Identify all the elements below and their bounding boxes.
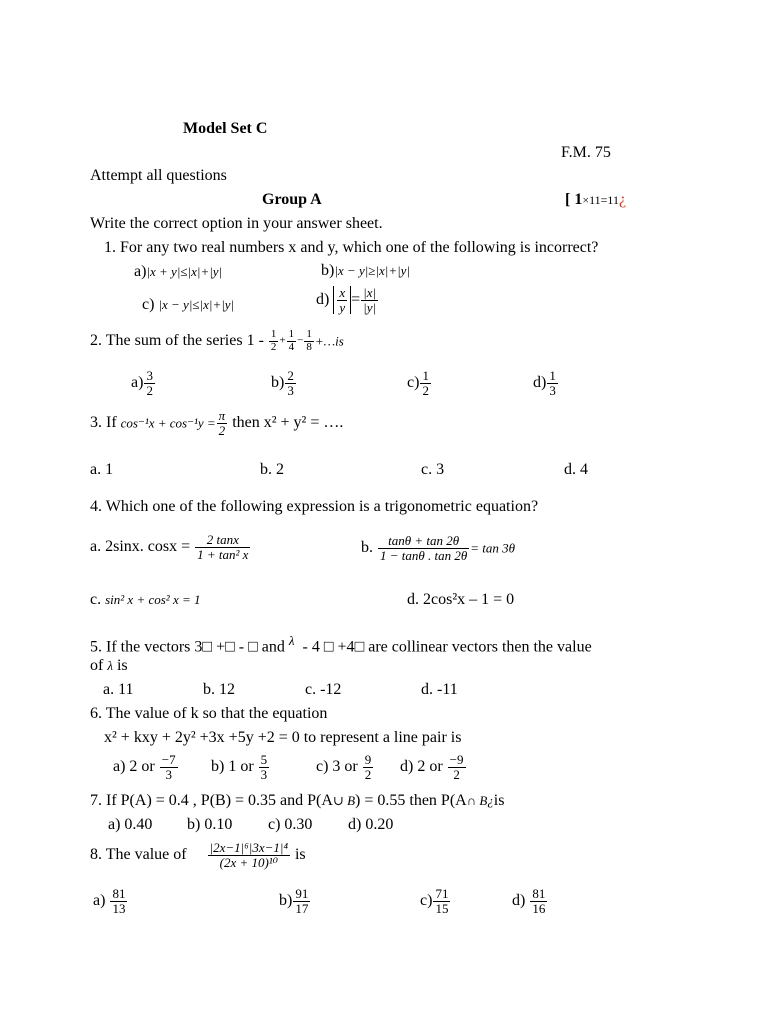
q3-two: 2: [218, 422, 226, 438]
q1-d-frac-left: [337, 286, 347, 314]
q2-t2-num: 1: [288, 328, 295, 340]
q2-option-c: [407, 369, 432, 397]
q2-option-a: [131, 369, 156, 397]
q1-d-left-den: y: [339, 299, 346, 315]
q2-a-num: 3: [146, 368, 153, 383]
full-marks: F.M. 75: [561, 144, 611, 161]
question-5-line-1: [90, 634, 592, 655]
q4-option-d: d. 2cos²x – 1 = 0: [407, 591, 515, 608]
question-6-line-1: 6. The value of k so that the equation: [90, 705, 328, 722]
q2-option-b: [271, 369, 297, 397]
q7-cap: ∩ B¿: [466, 793, 494, 808]
q2-c-label: c): [407, 374, 420, 392]
missing-glyph-icon: □: [225, 638, 235, 656]
marks-one: 1: [574, 191, 583, 208]
q6-b-label: b) 1 or: [211, 758, 254, 776]
q6-d-num: −9: [449, 752, 464, 767]
q7-option-d: d) 0.20: [348, 816, 394, 833]
q7-stem-c: is: [493, 792, 505, 809]
q5-option-d: d. -11: [421, 681, 458, 698]
question-3-stem: [90, 409, 343, 437]
q1-a-expr: |x + y|≤|x|+|y|: [146, 264, 223, 279]
q8-frac: [208, 841, 290, 869]
q5-l1-g: are collinear vectors then the value: [368, 638, 592, 656]
q4-option-b: [361, 534, 515, 562]
q5-lambda-2: λ: [107, 658, 113, 673]
q2-a-frac: [144, 369, 155, 397]
q8-tail: is: [294, 846, 306, 864]
q2-term-1: [269, 329, 279, 353]
q8-c-label: c): [420, 892, 433, 910]
q2-tail: +…is: [314, 333, 344, 349]
q7-option-b: b) 0.10: [187, 816, 233, 833]
q8-a-den: 13: [112, 900, 126, 916]
q5-option-c: c. -12: [305, 681, 342, 698]
q2-a-den: 2: [146, 382, 153, 398]
q3-expr: cos⁻¹x + cos⁻¹y =: [120, 415, 216, 431]
marks-bracket: [: [565, 191, 571, 208]
q7-option-a: a) 0.40: [108, 816, 153, 833]
q2-minus: −: [297, 334, 304, 347]
q2-term-3: [304, 329, 314, 353]
q3-suffix: then x² + y² = ….: [232, 414, 344, 432]
q6-option-b: [211, 753, 270, 781]
q5-l1-e: - 4: [302, 638, 320, 656]
missing-glyph-icon: □: [323, 638, 334, 656]
missing-glyph-icon: □: [248, 638, 258, 656]
q7-cup: ∪ B: [332, 793, 356, 808]
q8-num: |2x−1|⁶|3x−1|⁴: [209, 840, 288, 855]
q3-option-d: d. 4: [564, 461, 588, 478]
marks-close: ¿: [618, 191, 627, 208]
q8-b-label: b): [279, 892, 293, 910]
q2-plus: +: [279, 334, 286, 347]
q2-stem-text: 2. The sum of the series 1 -: [90, 332, 264, 350]
q5-l1-c: -: [238, 638, 245, 656]
question-6-line-2: x² + kxy + 2y² +3x +5y +2 = 0 to represent a line pair is: [104, 729, 462, 746]
q3-option-b: b. 2: [260, 461, 284, 478]
q6-option-d: [400, 753, 467, 781]
write-note: Write the correct option in your answer sheet.: [90, 215, 383, 232]
q4-b-label: b.: [361, 539, 373, 557]
q1-d-right-den: |y|: [363, 299, 377, 315]
q3-pi: π: [218, 408, 226, 423]
question-8-stem: [90, 841, 306, 869]
q8-c-den: 15: [435, 900, 449, 916]
q1-option-a: [134, 264, 222, 280]
question-4-stem: 4. Which one of the following expression is a trigonometric equation?: [90, 498, 539, 515]
q2-t3-den: 8: [306, 340, 312, 353]
q5-lambda-1: λ: [288, 633, 295, 648]
q6-d-label: d) 2 or: [400, 758, 443, 776]
q4-option-a: [90, 533, 251, 561]
q1-d-eq: =: [351, 291, 361, 309]
q2-a-label: a): [131, 374, 144, 392]
q5-l2-a: of: [90, 657, 104, 674]
marks-expr: ×11=11: [582, 193, 619, 207]
q2-d-num: 1: [549, 368, 556, 383]
q8-d-den: 16: [532, 900, 546, 916]
q4-a-den: 1 + tan² x: [197, 546, 249, 562]
q4-a-label: a. 2sinx. cosx =: [90, 538, 191, 556]
q8-stem-text: 8. The value of: [90, 846, 187, 864]
q4-a-num: 2 tanx: [195, 533, 250, 548]
q4-option-c: [90, 592, 201, 608]
q8-a-label: a): [93, 892, 106, 910]
q1-a-label: a): [134, 263, 147, 280]
q8-c-num: 71: [435, 886, 449, 901]
q8-option-b: [279, 887, 311, 915]
q8-option-a: [93, 887, 128, 915]
q8-d-label: d): [512, 892, 526, 910]
q1-b-expr: |x − y|≥|x|+|y|: [334, 263, 411, 278]
q6-b-frac: [259, 753, 270, 781]
q2-option-d: [533, 369, 559, 397]
q2-d-frac: [547, 369, 558, 397]
q6-b-num: 5: [260, 752, 268, 767]
q8-b-den: 17: [295, 900, 309, 916]
q1-d-left-num: x: [339, 285, 346, 300]
q1-c-label: c): [142, 296, 155, 313]
q6-a-frac: [160, 753, 178, 781]
q1-option-b: [321, 263, 410, 279]
q4-c-expr: sin² x + cos² x = 1: [105, 592, 201, 607]
q7-stem-b: ) = 0.55 then P(A: [355, 792, 467, 809]
q1-b-label: b): [321, 262, 335, 279]
q6-d-frac: [448, 753, 466, 781]
q3-pi-frac: [217, 409, 228, 437]
q1-d-right-num: |x|: [363, 285, 377, 300]
q8-option-d: [512, 887, 548, 915]
q6-b-den: 3: [260, 766, 268, 782]
q8-den: (2x + 10)¹⁰: [219, 854, 278, 870]
q8-d-frac: [530, 887, 547, 915]
q5-option-a: a. 11: [103, 681, 134, 698]
q4-b-frac: [378, 534, 469, 562]
q2-t2-den: 4: [288, 340, 295, 353]
q7-option-c: c) 0.30: [268, 816, 313, 833]
q2-t3-num: 1: [306, 328, 312, 340]
q6-option-c: [316, 753, 374, 781]
q2-b-num: 2: [287, 368, 294, 383]
q4-b-num: tanθ + tan 2θ: [378, 534, 469, 549]
q8-c-frac: [433, 887, 450, 915]
q8-a-frac: [110, 887, 127, 915]
q8-option-c: [420, 887, 451, 915]
question-2-stem: [90, 329, 344, 353]
question-7-stem: [90, 793, 504, 809]
missing-glyph-icon: □: [202, 638, 213, 656]
q4-a-frac: [195, 533, 250, 561]
q1-option-c: [142, 297, 234, 313]
q2-t1-num: 1: [270, 328, 277, 340]
q2-t1-den: 2: [270, 340, 277, 353]
q2-term-2: [287, 329, 297, 353]
q5-l2-b: is: [116, 657, 128, 674]
q2-c-num: 1: [422, 368, 429, 383]
q8-b-num: 91: [295, 886, 309, 901]
q6-a-num: −7: [161, 752, 176, 767]
q3-option-a: a. 1: [90, 461, 114, 478]
q6-d-den: 2: [453, 766, 460, 782]
q5-l1-d: and: [261, 638, 285, 656]
q4-b-den: 1 − tanθ . tan 2θ: [380, 547, 468, 563]
q8-a-num: 81: [112, 886, 126, 901]
q7-stem-a: 7. If P(A) = 0.4 , P(B) = 0.35 and P(A: [90, 792, 333, 809]
q6-a-label: a) 2 or: [113, 758, 155, 776]
q2-b-den: 3: [287, 382, 294, 398]
q5-l1-a: 5. If the vectors 3: [90, 638, 203, 656]
q6-c-den: 2: [364, 766, 372, 782]
q4-c-label: c.: [90, 591, 102, 608]
question-5-line-2: [90, 658, 128, 674]
q1-c-expr: |x − y|≤|x|+|y|: [158, 297, 235, 312]
q6-c-frac: [363, 753, 374, 781]
q1-d-frac-right: [361, 286, 378, 314]
q4-b-rhs: = tan 3θ: [470, 540, 516, 556]
group-heading: Group A: [262, 191, 322, 208]
q2-c-den: 2: [422, 382, 429, 398]
q1-option-d: [316, 286, 379, 314]
q5-l1-b: +: [216, 638, 226, 656]
page-title: Model Set C: [183, 120, 268, 137]
q1-d-label: d): [316, 291, 330, 309]
q3-prefix: 3. If: [90, 414, 117, 432]
q2-b-label: b): [271, 374, 285, 392]
q8-d-num: 81: [532, 886, 546, 901]
q3-option-c: c. 3: [421, 461, 445, 478]
q2-d-label: d): [533, 374, 547, 392]
q6-a-den: 3: [165, 766, 172, 782]
q6-c-num: 9: [364, 752, 372, 767]
q5-l1-f: +4: [337, 638, 355, 656]
q1-d-left-abs: [333, 286, 351, 314]
q2-d-den: 3: [549, 382, 556, 398]
q5-option-b: b. 12: [203, 681, 235, 698]
q8-b-frac: [293, 887, 310, 915]
q2-c-frac: [420, 369, 431, 397]
q6-c-label: c) 3 or: [316, 758, 358, 776]
question-1-stem: 1. For any two real numbers x and y, which one of the following is incorrect?: [104, 239, 599, 256]
q2-b-frac: [285, 369, 296, 397]
instruction: Attempt all questions: [90, 167, 227, 184]
marks-allocation: [565, 192, 626, 208]
q6-option-a: [113, 753, 179, 781]
missing-glyph-icon: □: [354, 638, 365, 656]
